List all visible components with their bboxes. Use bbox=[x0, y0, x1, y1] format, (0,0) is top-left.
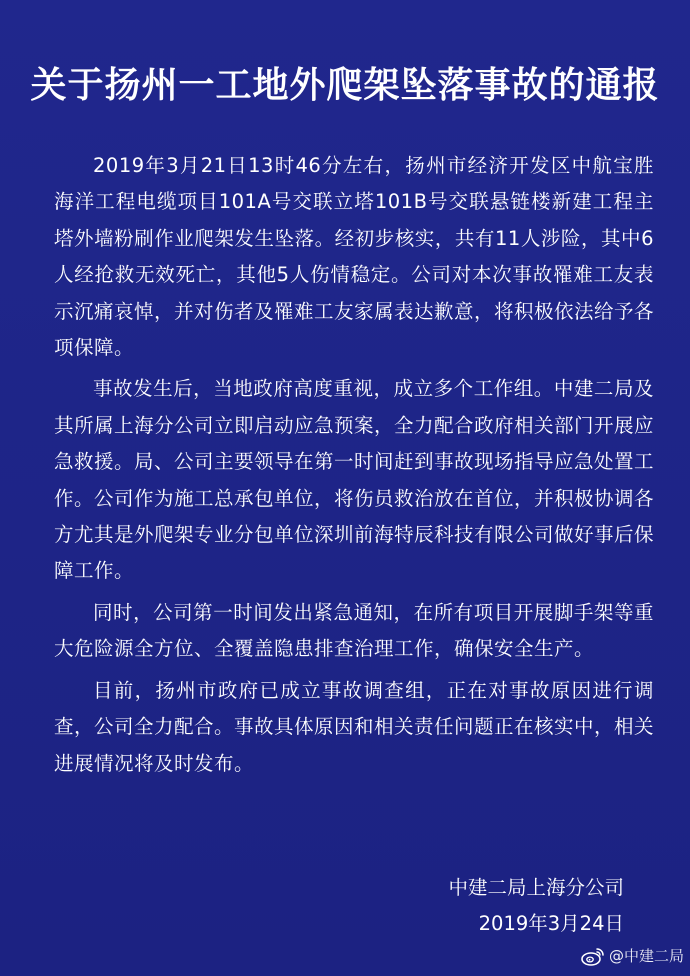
notice-body bbox=[54, 148, 654, 787]
signature-block bbox=[448, 870, 624, 942]
notice-title: 关于扬州一工地外爬架坠落事故的通报 bbox=[30, 64, 660, 106]
signature-organization: 中建二局上海分公司 bbox=[448, 876, 624, 899]
signature-date: 2019年3月24日 bbox=[478, 912, 624, 935]
weibo-watermark bbox=[581, 945, 684, 966]
weibo-icon bbox=[581, 946, 605, 966]
paragraph: 目前，扬州市政府已成立事故调查组，正在对事故原因进行调查，公司全力配合。事故具体原因和相关责任问题正在核实中，相关进展情况将及时发布。 bbox=[54, 678, 655, 775]
paragraph: 2019年3月21日13时46分左右，扬州市经济开发区中航宝胜海洋工程电缆项目101A号交联立塔101B号交联悬链楼新建工程主塔外墙粉刷作业爬架发生坠落。经初步核实，共有11人涉险，其中6人经抢救无效死亡，其他5人伤情稳定。公司对本次事故罹难工友表示沉痛哀悼，并对伤者及罹难工友家属表达歉意，将积极依法给予各项保障。 bbox=[54, 154, 655, 360]
watermark-text: @中建二局 bbox=[608, 947, 684, 965]
paragraph: 事故发生后，当地政府高度重视，成立多个工作组。中建二局及其所属上海分公司立即启动应急预案，全力配合政府相关部门开展应急救援。局、公司主要领导在第一时间赶到事故现场指导应急处置工作。公司作为施工总承包单位，将伤员救治放在首位，并积极协调各方尤其是外爬架专业分包单位深圳前海特辰科技有限公司做好事后保障工作。 bbox=[54, 377, 655, 583]
paragraph: 同时，公司第一时间发出紧急通知，在所有项目开展脚手架等重大危险源全方位、全覆盖隐患排查治理工作，确保安全生产。 bbox=[54, 600, 654, 661]
